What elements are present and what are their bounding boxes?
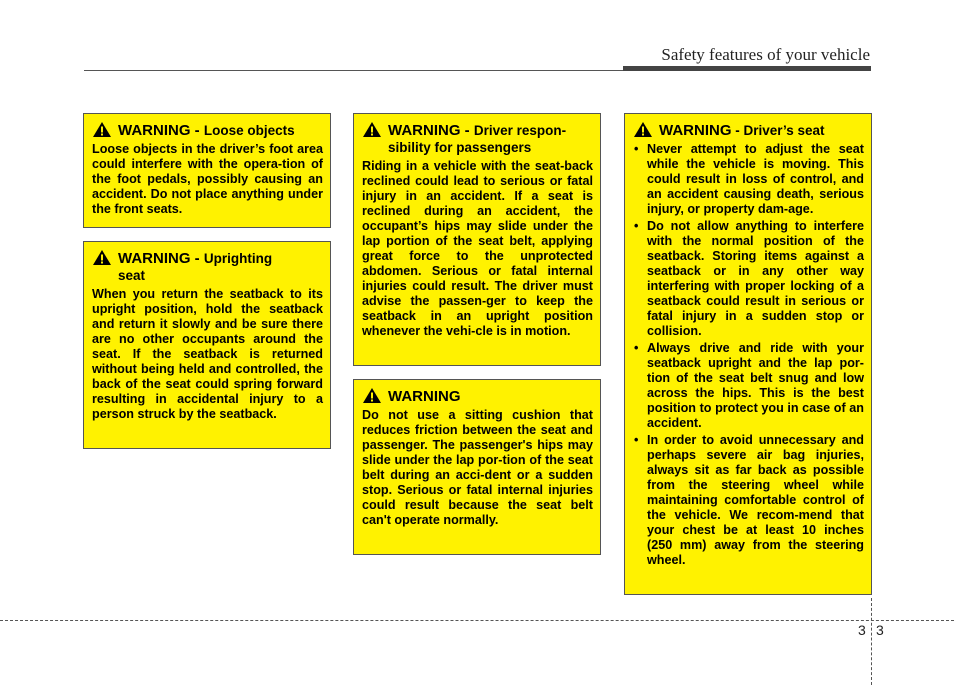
warning-subject: - Driver’s seat: [731, 123, 825, 138]
header-bar: [623, 66, 871, 71]
warning-label: WARNING -: [118, 250, 204, 267]
warning-subject: Driver respon-sibility for passengers: [388, 123, 567, 155]
warning-triangle-icon: [362, 121, 382, 138]
warning-subject: Uprighting seat: [118, 251, 273, 283]
warning-body: Do not use a sitting cushion that reduces friction between the seat and passenger. The passenger's hips may slide under the lap por-tion of the seat belt during an acci-dent or a sudden stop. Serious or fatal internal injuries could result because the seat belt can't operate normally.: [362, 408, 593, 527]
warning-title: [362, 122, 593, 156]
warning-triangle-icon: [92, 249, 112, 266]
footer-rule: [0, 620, 954, 621]
warning-label: WARNING: [388, 388, 461, 405]
warning-title: [92, 250, 323, 284]
page-number: 3: [876, 622, 884, 638]
warning-box-loose-objects: [83, 113, 331, 228]
warning-label: WARNING -: [118, 122, 204, 139]
warning-triangle-icon: [92, 121, 112, 138]
warning-box-upright-seat: [83, 241, 331, 449]
warning-body: When you return the seatback to its upright position, hold the seatback and return it slowly and be sure there are no other occupants around the seat. If the seatback is returned without being held and controlled, the back of the seat could spring forward resulting in accidental injury to a person struck by the seatback.: [92, 287, 323, 421]
warning-bullet: • Never attempt to adjust the seat while the vehicle is moving. This could result in loss of control, and an accident causing death, serious injury, or property dam-age.: [633, 142, 864, 217]
warning-bullet: • Do not allow anything to interfere with the normal position of the seatback. Storing items against a seatback or in any other way interfering with proper locking of a seatback could result in serious or fatal injury in a sudden stop or collision.: [633, 219, 864, 339]
warning-box-drivers-seat: [624, 113, 872, 595]
warning-body: Loose objects in the driver’s foot area could interfere with the opera-tion of the foot pedals, possibly causing an accident. Do not place anything under the front seats.: [92, 142, 323, 216]
warning-box-driver-responsibility: [353, 113, 601, 366]
warning-body: Riding in a vehicle with the seat-back reclined could lead to serious or fatal injury in an accident. If a seat is reclined during an accident, the occupant’s hips may slide under the lap portion of the seat belt, applying great force to the unprotected abdomen. Serious or fatal internal injuries could result. The driver must advise the passen-ger to keep the seatback in an upright position whenever the vehi-cle is in motion.: [362, 159, 593, 338]
warning-triangle-icon: [362, 387, 382, 404]
warning-bullet: • In order to avoid unnecessary and perhaps severe air bag injuries, always sit as far back as possible from the steering wheel while maintaining comfortable control of the vehicle. We recom-mend that your chest be at least 10 inches (250 mm) away from the steering wheel.: [633, 433, 864, 568]
warning-title: [92, 122, 323, 139]
warning-bullet: • Always drive and ride with your seatback upright and the lap por-tion of the seat belt snug and low across the hips. This is the best position to protect you in case of an accident.: [633, 341, 864, 431]
warning-title: [362, 388, 593, 405]
warning-label: WARNING: [659, 122, 732, 139]
warning-label: WARNING -: [388, 122, 474, 139]
section-number: 3: [858, 622, 866, 638]
warning-title: [633, 122, 864, 139]
warning-box-sitting-cushion: [353, 379, 601, 555]
warning-bullet-list: [633, 142, 864, 568]
warning-triangle-icon: [633, 121, 653, 138]
section-title: Safety features of your vehicle: [661, 45, 870, 64]
warning-subject: Loose objects: [203, 123, 295, 138]
footer-divider: [871, 598, 872, 685]
